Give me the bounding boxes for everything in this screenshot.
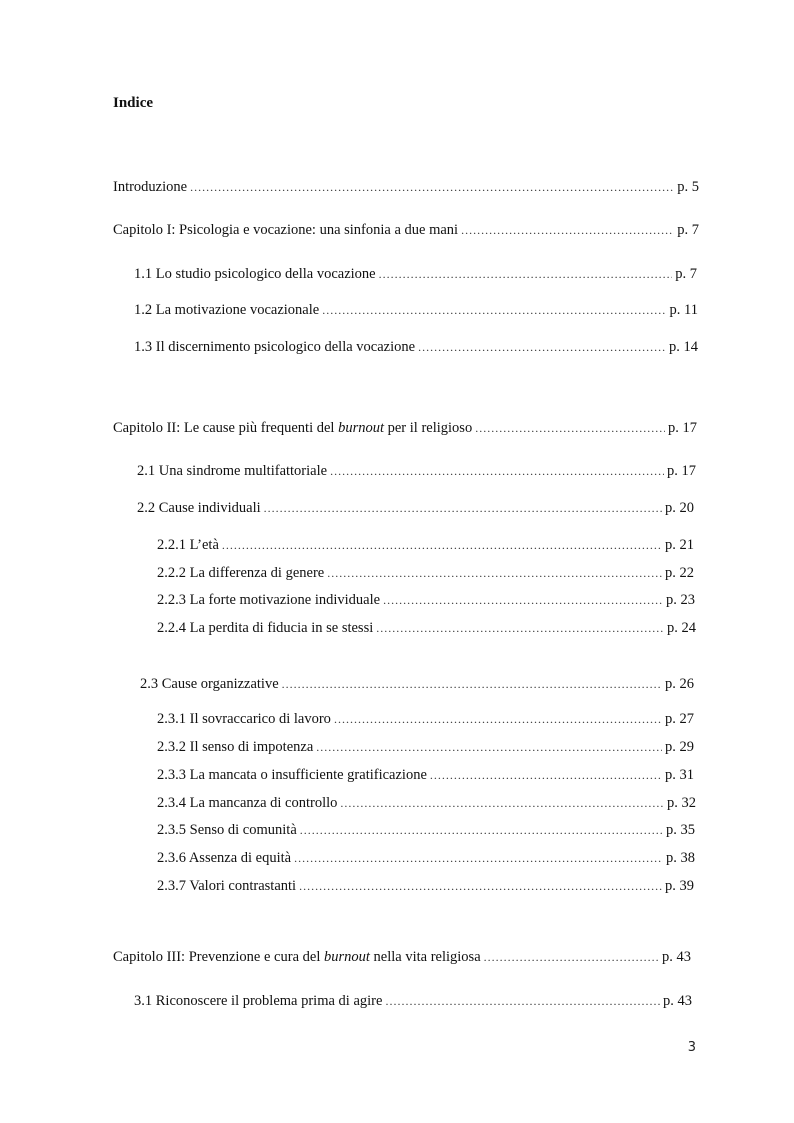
dot-leader: [322, 300, 666, 320]
toc-entry-chapter-1[interactable]: [113, 220, 699, 240]
toc-page-ref: p. 39: [665, 878, 694, 894]
dot-leader: [264, 498, 662, 518]
toc-entry-2-2-3[interactable]: [157, 590, 695, 610]
toc-entry-2-3-6[interactable]: [157, 848, 695, 868]
toc-entry-2-3-1[interactable]: [157, 709, 694, 729]
toc-page-ref: p. 23: [666, 592, 695, 608]
toc-page-ref: p. 43: [662, 949, 691, 965]
toc-entry-label: 2.2.1 L’età: [157, 537, 219, 553]
dot-leader: [418, 337, 666, 357]
dot-leader: [222, 535, 662, 555]
toc-entry-2-3[interactable]: [140, 674, 694, 694]
toc-entry-label: 2.3.4 La mancanza di controllo: [157, 795, 338, 811]
toc-entry-label: 1.3 Il discernimento psicologico della vocazione: [134, 339, 416, 355]
toc-page-ref: p. 21: [665, 537, 694, 553]
toc-entry-label: 1.2 La motivazione vocazionale: [134, 302, 320, 318]
toc-entry-label: 2.3.7 Valori contrastanti: [157, 878, 297, 894]
toc-entry-label: Capitolo II: Le cause più frequenti del burnout per il religioso: [113, 420, 473, 436]
toc-entry-chapter-2[interactable]: [113, 418, 697, 438]
toc-entry-label: 2.3.5 Senso di comunità: [157, 822, 297, 838]
toc-entry-1-2[interactable]: [134, 300, 698, 320]
toc-page-ref: p. 17: [668, 420, 697, 436]
toc-page-ref: p. 14: [669, 339, 698, 355]
toc-entry-label: 2.3.3 La mancata o insufficiente gratificazione: [157, 767, 427, 783]
toc-page-ref: p. 32: [667, 795, 696, 811]
toc-entry-2-3-3[interactable]: [157, 765, 694, 785]
toc-entry-2-3-2[interactable]: [157, 737, 694, 757]
dot-leader: [383, 590, 663, 610]
toc-page-ref: p. 24: [667, 620, 696, 636]
toc-entry-2-3-4[interactable]: [157, 793, 696, 813]
dot-leader: [340, 793, 664, 813]
toc-entry-2-2[interactable]: [137, 498, 694, 518]
toc-entry-label: 2.1 Una sindrome multifattoriale: [137, 463, 328, 479]
toc-entry-label: Capitolo III: Prevenzione e cura del burnout nella vita religiosa: [113, 949, 481, 965]
toc-page-ref: p. 5: [677, 179, 699, 195]
toc-entry-label: Introduzione: [113, 179, 188, 195]
toc-page-ref: p. 11: [669, 302, 698, 318]
toc-page-ref: p. 43: [663, 993, 692, 1009]
dot-leader: [484, 947, 659, 967]
toc-entry-1-3[interactable]: [134, 337, 698, 357]
toc-entry-2-1[interactable]: [137, 461, 696, 481]
dot-leader: [334, 709, 662, 729]
dot-leader: [376, 618, 664, 638]
toc-page-ref: p. 31: [665, 767, 694, 783]
toc-page-ref: p. 7: [675, 266, 697, 282]
toc-entry-label: 2.3.1 Il sovraccarico di lavoro: [157, 711, 331, 727]
dot-leader: [300, 820, 663, 840]
toc-entry-label: 2.3.6 Assenza di equità: [157, 850, 292, 866]
toc-entry-2-3-5[interactable]: [157, 820, 695, 840]
dot-leader: [461, 220, 674, 240]
toc-entry-1-1[interactable]: [134, 264, 697, 284]
toc-entry-3-1[interactable]: [134, 991, 692, 1011]
toc-entry-label: 2.2.4 La perdita di fiducia in se stessi: [157, 620, 374, 636]
page-number: 3: [687, 1040, 696, 1055]
toc-entry-2-2-4[interactable]: [157, 618, 696, 638]
toc-entry-label: 2.3 Cause organizzative: [140, 676, 279, 692]
dot-leader: [190, 177, 674, 197]
toc-entry-label: 2.2 Cause individuali: [137, 500, 261, 516]
dot-leader: [385, 991, 660, 1011]
toc-page-ref: p. 27: [665, 711, 694, 727]
toc-page-ref: p. 7: [677, 222, 699, 238]
toc-entry-2-3-7[interactable]: [157, 876, 694, 896]
toc-entry-label: Capitolo I: Psicologia e vocazione: una sinfonia a due mani: [113, 222, 459, 238]
dot-leader: [299, 876, 662, 896]
toc-entry-label: 1.1 Lo studio psicologico della vocazione: [134, 266, 376, 282]
toc-page-ref: p. 17: [667, 463, 696, 479]
toc-entry-introduzione[interactable]: [113, 177, 699, 197]
toc-entry-2-2-2[interactable]: [157, 563, 694, 583]
toc-entry-label: 3.1 Riconoscere il problema prima di agire: [134, 993, 383, 1009]
dot-leader: [282, 674, 662, 694]
dot-leader: [379, 264, 673, 284]
toc-entry-chapter-3[interactable]: [113, 947, 691, 967]
toc-entry-label: 2.3.2 Il senso di impotenza: [157, 739, 314, 755]
dot-leader: [475, 418, 665, 438]
dot-leader: [430, 765, 662, 785]
page-title: Indice: [113, 95, 154, 111]
dot-leader: [316, 737, 662, 757]
toc-page-ref: p. 22: [665, 565, 694, 581]
dot-leader: [294, 848, 663, 868]
toc-page-ref: p. 35: [666, 822, 695, 838]
toc-entry-label: 2.2.3 La forte motivazione individuale: [157, 592, 381, 608]
toc-page-ref: p. 26: [665, 676, 694, 692]
toc-page-ref: p. 20: [665, 500, 694, 516]
toc-entry-2-2-1[interactable]: [157, 535, 694, 555]
toc-entry-label: 2.2.2 La differenza di genere: [157, 565, 325, 581]
toc-page-ref: p. 38: [666, 850, 695, 866]
dot-leader: [330, 461, 664, 481]
dot-leader: [327, 563, 662, 583]
toc-page-ref: p. 29: [665, 739, 694, 755]
